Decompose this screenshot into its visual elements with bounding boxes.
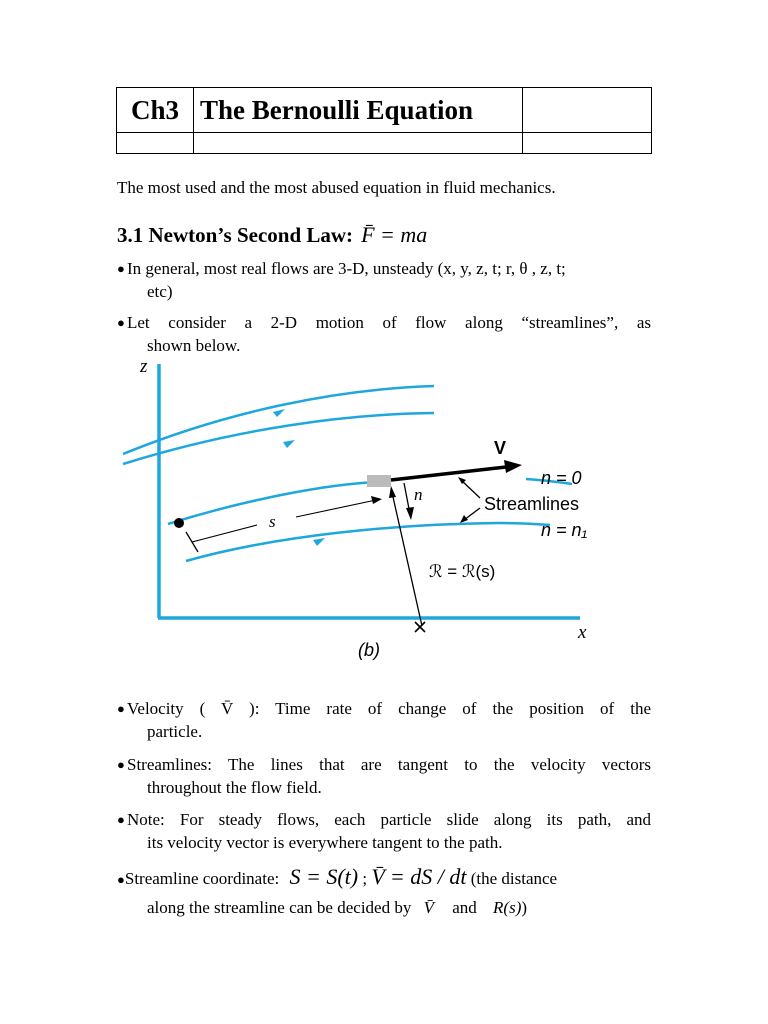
velocity-arrowhead-icon: [504, 460, 522, 473]
newton-equation: F̄ = ma: [361, 222, 428, 247]
bullet-icon: ●: [117, 261, 125, 276]
n1-label: n = n₁: [541, 520, 588, 540]
bullet-icon: ●: [117, 812, 125, 827]
streamline-figure: [118, 356, 648, 666]
bullet-item: [117, 753, 651, 799]
coordinate-tail: (the distance: [470, 869, 558, 888]
bullet-text: Velocity ( V̄ ): Time rate of change of the position of the: [127, 699, 651, 718]
coordinate-prefix: Streamline coordinate:: [124, 869, 280, 888]
radius-symbol: R(s): [493, 898, 522, 917]
bullet-text-cont: etc): [147, 282, 173, 301]
title-cell: [194, 88, 523, 133]
bullet-icon: ●: [117, 872, 125, 887]
streamline: [123, 386, 434, 454]
bullet-item: [117, 697, 651, 743]
z-axis-label: z: [140, 356, 148, 377]
pointer-arrowhead-icon: [460, 515, 468, 523]
bullet-text-cont: particle.: [147, 722, 203, 741]
s-arrowhead-icon: [371, 496, 382, 504]
bullet-icon: ●: [117, 315, 125, 330]
and-word: and: [452, 898, 477, 917]
bullet-text: Let consider a 2-D motion of flow along “streamlines”, as: [127, 313, 651, 332]
bullet-text-cont: throughout the flow field.: [147, 778, 322, 797]
chapter-cell: [117, 88, 194, 133]
s-dimension-line: [296, 500, 376, 517]
radius-label: ℛ = ℛ(s): [429, 562, 496, 581]
empty-cell: [194, 133, 523, 154]
empty-cell: [523, 88, 652, 133]
bullet-text: Streamlines: The lines that are tangent to the velocity vectors: [127, 755, 651, 774]
streamline: [123, 413, 434, 464]
chapter-number: Ch3: [130, 94, 179, 125]
normal-arrowhead-icon: [406, 507, 414, 520]
radius-arrowhead-icon: [389, 486, 396, 498]
streamline-n1: [186, 523, 550, 561]
streamlines-label: Streamlines: [484, 494, 580, 514]
title-table: [116, 87, 652, 154]
coordinate-line2: along the streamline can be decided by: [147, 898, 412, 917]
fluid-element: [367, 475, 391, 487]
empty-cell: [117, 133, 194, 154]
empty-cell: [523, 133, 652, 154]
intro-text: The most used and the most abused equation in fluid mechanics.: [117, 178, 556, 197]
section-title: 3.1 Newton’s Second Law:: [117, 223, 354, 247]
x-axis-label: x: [578, 622, 587, 643]
velocity-label: V: [494, 438, 507, 458]
bullet-icon: ●: [117, 701, 125, 716]
streamlines-pointer: [461, 480, 480, 498]
bullet-text: Note: For steady flows, each particle slide along its path, and: [127, 810, 651, 829]
figure-caption: (b): [358, 640, 380, 660]
particle-dot: [174, 518, 184, 528]
n0-label: n = 0: [541, 468, 582, 488]
velocity-equation: V̄ = dS / dt: [371, 864, 467, 889]
bullet-text-cont: its velocity vector is everywhere tangent to the path.: [147, 833, 503, 852]
bullet-item: [117, 257, 651, 303]
chapter-title: The Bernoulli Equation: [200, 94, 474, 125]
section-heading: [117, 222, 427, 248]
flow-arrow-icon: [313, 538, 325, 546]
velocity-symbol: V̄: [423, 898, 434, 917]
bullet-icon: ●: [117, 757, 125, 772]
position-equation: S = S(t): [289, 864, 359, 889]
streamline-coordinate-cont: [147, 898, 527, 918]
velocity-vector: [391, 467, 506, 480]
streamline-coordinate: [117, 864, 557, 890]
bullet-item: [117, 311, 651, 357]
s-label: s: [269, 512, 276, 531]
flow-arrow-icon: [283, 440, 295, 448]
bullet-item: [117, 808, 651, 854]
bullet-text-cont: shown below.: [147, 336, 241, 355]
close-paren: ): [521, 898, 528, 917]
normal-label: n: [414, 485, 423, 504]
flow-arrow-icon: [273, 409, 285, 417]
equation-separator: ;: [358, 869, 372, 888]
bullet-text: In general, most real flows are 3-D, unsteady (x, y, z, t; r, θ , z, t;: [127, 259, 566, 278]
s-dimension-line: [192, 525, 257, 542]
